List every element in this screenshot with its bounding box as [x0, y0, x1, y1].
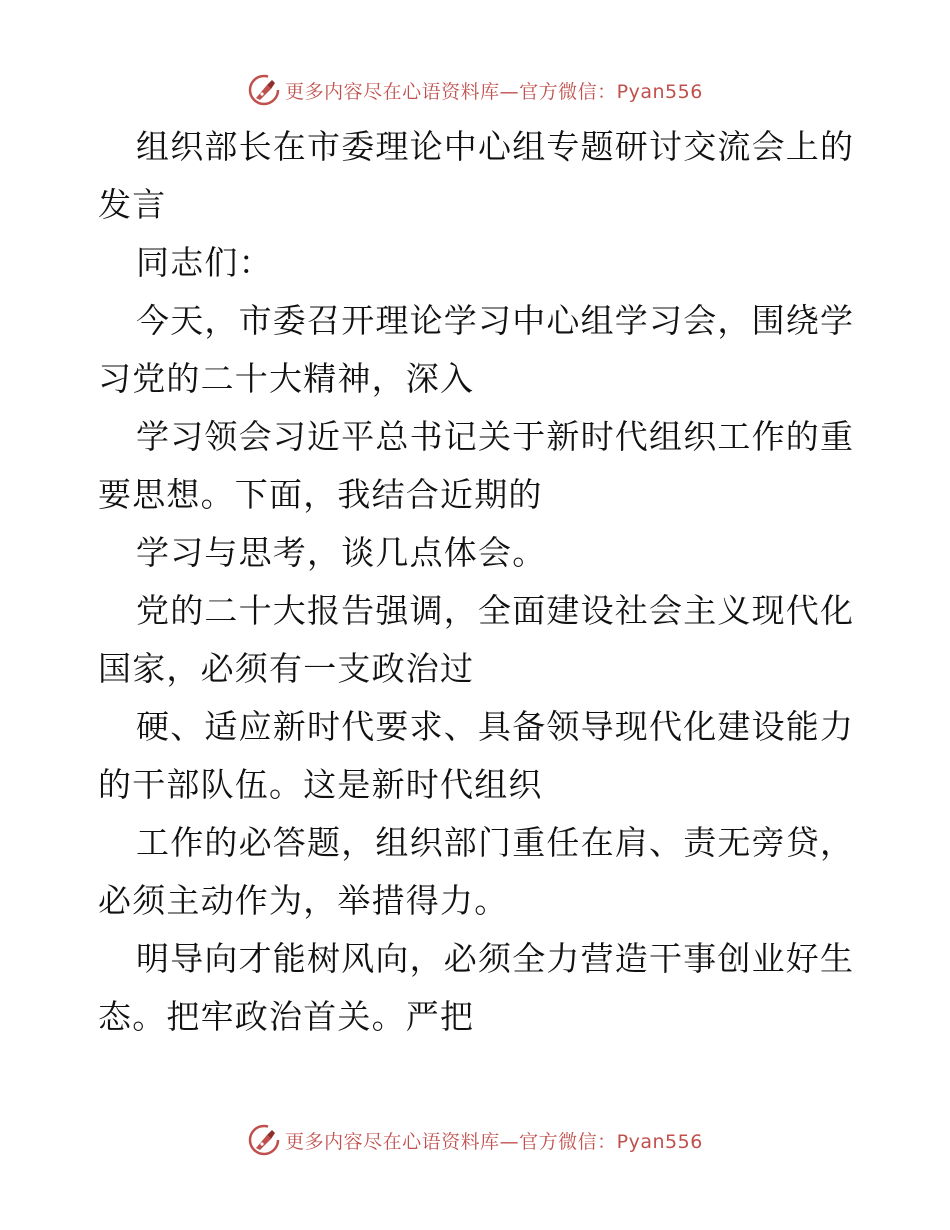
footer-watermark — [0, 1120, 950, 1160]
header-watermark — [0, 70, 950, 110]
pen-nib-icon — [247, 73, 281, 107]
paragraph: 硬、适应新时代要求、具备领导现代化建设能力的干部队伍。这是新时代组织 — [98, 707, 855, 804]
paragraph: 明导向才能树风向，必须全力营造干事创业好生态。把牢政治首关。严把 — [98, 939, 855, 1036]
paragraph: 党的二十大报告强调，全面建设社会主义现代化国家，必须有一支政治过 — [98, 591, 855, 688]
paragraph: 工作的必答题，组织部门重任在肩、责无旁贷，必须主动作为，举措得力。 — [98, 823, 855, 920]
paragraph: 今天，市委召开理论学习中心组学习会，围绕学习党的二十大精神，深入 — [98, 301, 855, 398]
paragraph: 学习与思考，谈几点体会。 — [136, 533, 547, 572]
watermark-text: 更多内容尽在心语资料库—官方微信：Pyan556 — [285, 1130, 703, 1153]
paragraph: 学习领会习近平总书记关于新时代组织工作的重要思想。下面，我结合近期的 — [98, 417, 855, 514]
salutation: 同志们： — [136, 243, 273, 282]
document-body — [98, 118, 858, 1046]
watermark-text: 更多内容尽在心语资料库—官方微信：Pyan556 — [285, 80, 703, 103]
pen-nib-icon — [247, 1123, 281, 1157]
document-title: 组织部长在市委理论中心组专题研讨交流会上的发言 — [98, 127, 855, 224]
